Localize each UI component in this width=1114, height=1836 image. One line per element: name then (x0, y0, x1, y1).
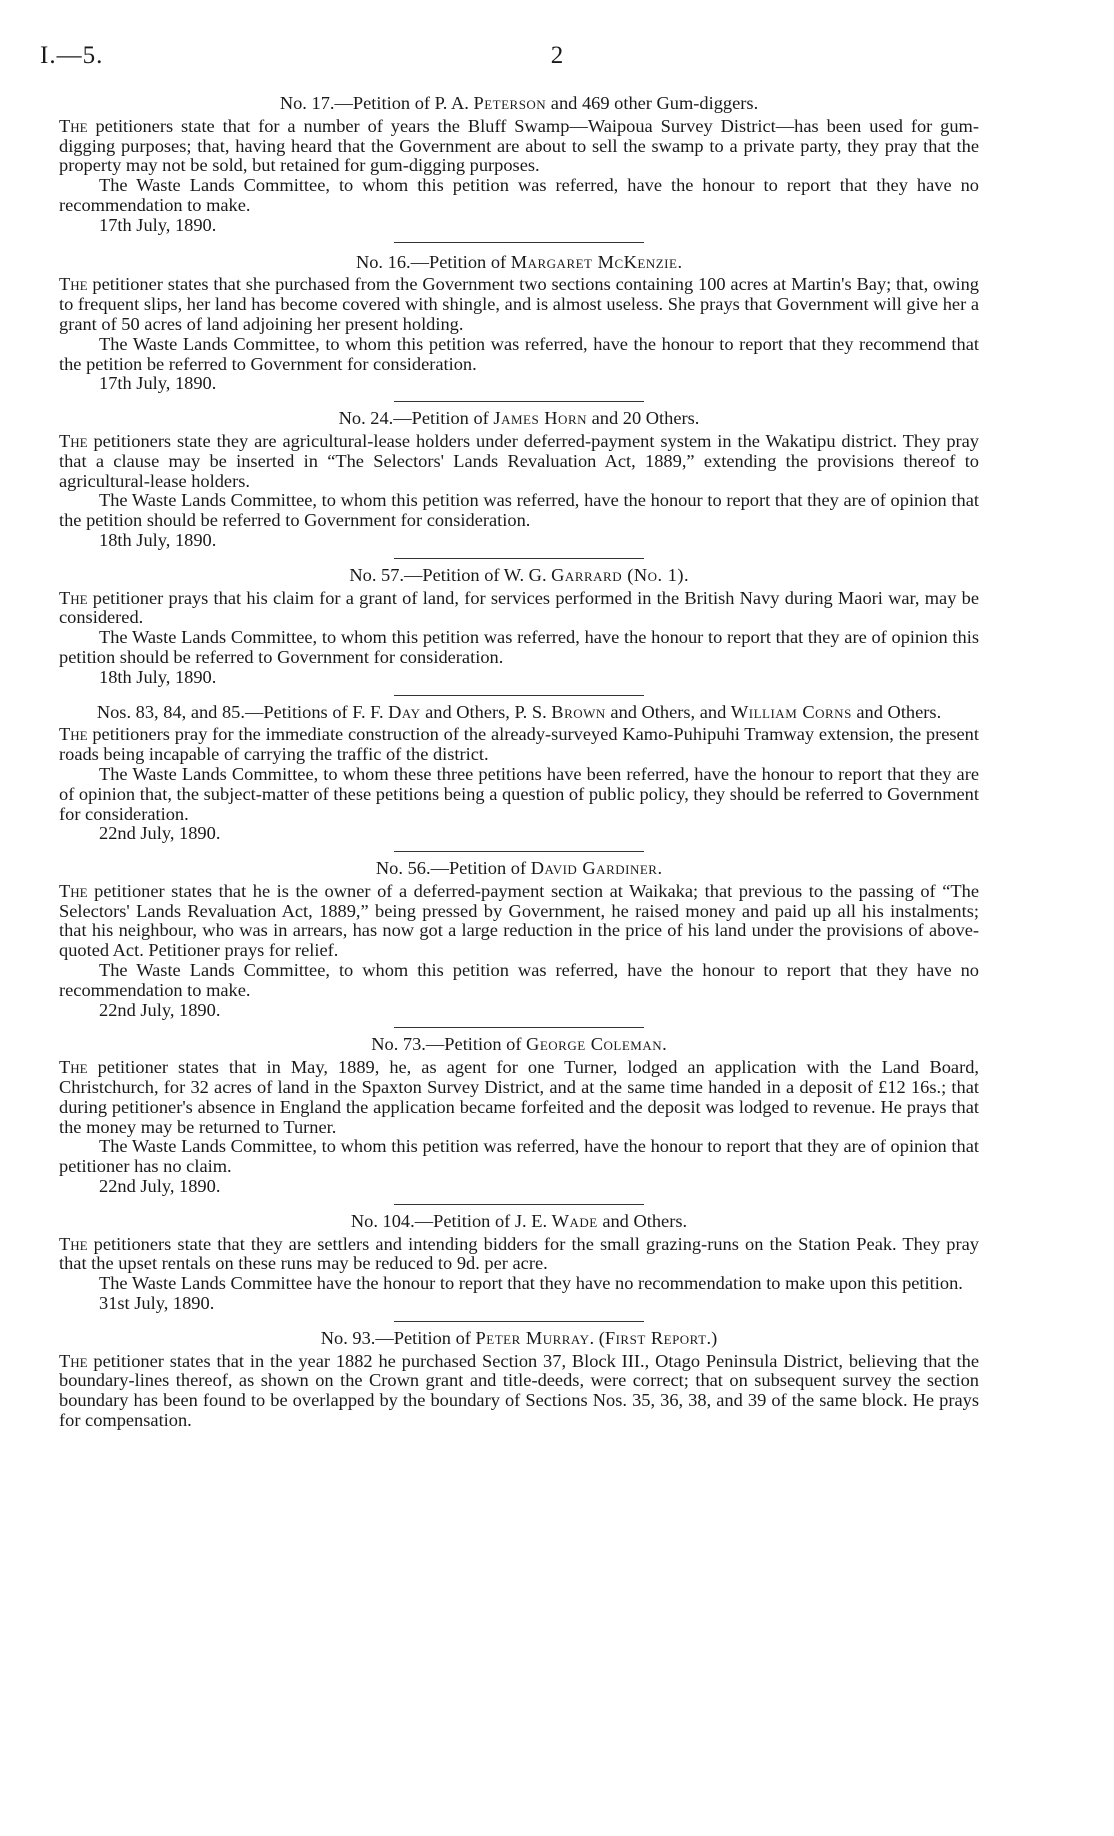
petitioner-name: George Coleman (526, 1034, 663, 1055)
report-date: 18th July, 1890. (99, 666, 217, 687)
report-date: 17th July, 1890. (99, 373, 217, 394)
petitioner-name: Brown (551, 701, 606, 722)
report-date: 22nd July, 1890. (99, 1176, 221, 1197)
petition-entry (59, 1035, 979, 1196)
section-divider (394, 558, 644, 559)
committee-report: The Waste Lands Committee, to whom this petition was referred, have the honour to report that they recommend that the petition be referred to Government for consideration. (59, 333, 979, 374)
page-reference: I.—5. (40, 42, 104, 69)
petition-entry (59, 253, 979, 395)
petition-title: Nos. 83, 84, and 85.—Petitions of F. F. Day and Others, P. S. Brown and Others, and William Corns and Others. (96, 701, 942, 722)
petition-title: No. 24.—Petition of James Horn and 20 Others. (338, 408, 700, 429)
petition-title: No. 104.—Petition of J. E. Wade and Others. (350, 1210, 688, 1231)
section-divider (394, 1204, 644, 1205)
report-date: 22nd July, 1890. (99, 823, 221, 844)
committee-report: The Waste Lands Committee, to whom these three petitions have been referred, have the honour to report that they are of opinion that, the subject-matter of these petitions being a question of public policy, they should be referred to Government for consideration. (59, 763, 979, 824)
petitioner-name: Peter Murray (475, 1327, 590, 1348)
petition-entry (59, 409, 979, 551)
petition-entry (59, 1212, 979, 1314)
petitioner-name: Wade (551, 1210, 598, 1231)
committee-report: The Waste Lands Committee, to whom this petition was referred, have the honour to report that they have no recommendation to make. (59, 175, 979, 215)
petition-text: The petitioner prays that his claim for a grant of land, for services performed in the British Navy during Maori war, may be considered. (59, 587, 979, 628)
petition-entry (59, 703, 979, 845)
page-header (40, 42, 1074, 72)
committee-report: The Waste Lands Committee, to whom this petition was referred, have the honour to report that they are of opinion that petitioner has no claim. (59, 1136, 979, 1177)
petition-text: The petitioner states that he is the owner of a deferred-payment section at Waikaka; that previous to the passing of “The Selectors' Lands Revaluation Act, 1889,” being pressed by Government, he raised money and paid up all his instalments; that his neighbour, who was in arrears, has now got a large reduction in the price of his land under the provisions of above-quoted Act. Petitioner prays for relief. (59, 880, 979, 961)
petitioner-name: James Horn (493, 408, 588, 429)
petition-text: The petitioners state that they are settlers and intending bidders for the small grazing-runs on the Station Peak. They pray that the upset rentals on these runs may be reduced to 9d. per acre. (59, 1233, 979, 1274)
report-label: First Report (604, 1327, 707, 1348)
report-date: 22nd July, 1890. (99, 999, 221, 1020)
section-divider (394, 851, 644, 852)
petition-text: The petitioner states that in May, 1889, he, as agent for one Turner, lodged an application with the Land Board, Christchurch, for 32 acres of land in the Spaxton Survey District, and at the same time handed in a deposit of £12 16s.; that during petitioner's absence in England the application became forfeited and the deposit was lodged to revenue. He prays that the money may be returned to Turner. (59, 1057, 979, 1137)
committee-report: The Waste Lands Committee, to whom this petition was referred, have the honour to report that they are of opinion this petition should be referred to Government for consideration. (59, 627, 979, 667)
petition-title: No. 17.—Petition of P. A. Peterson and 469 other Gum-diggers. (279, 93, 759, 113)
section-divider (394, 1027, 644, 1028)
petitioner-name: David Gardiner (530, 858, 658, 879)
petitioner-name: Peterson (473, 93, 547, 113)
section-divider (394, 1321, 644, 1322)
report-date: 17th July, 1890. (99, 214, 217, 235)
page-number: 2 (550, 42, 564, 69)
petition-entry (59, 94, 979, 236)
section-divider (394, 242, 644, 243)
petitioner-name: Day (388, 701, 421, 722)
section-divider (394, 695, 644, 696)
petition-title: No. 56.—Petition of David Gardiner. (375, 858, 663, 879)
committee-report: The Waste Lands Committee, to whom this petition was referred, have the honour to report that they are of opinion that the petition should be referred to Government for consideration. (59, 490, 979, 531)
petition-entry (59, 566, 979, 688)
petition-title: No. 93.—Petition of Peter Murray. (First Report.) (320, 1327, 718, 1348)
petitioner-name: Garrard (No. 1) (551, 564, 685, 585)
petition-text: The petitioner states that she purchased from the Government two sections containing 100 acres at Martin's Bay; that, owing to frequent slips, her land has become covered with shingle, and is almost useless. She prays that Government will give her a grant of 50 acres of land adjoining her present holding. (59, 274, 979, 334)
document-body (59, 94, 979, 1431)
report-date: 18th July, 1890. (99, 529, 217, 550)
committee-report: The Waste Lands Committee, to whom this petition was referred, have the honour to report that they have no recommendation to make. (59, 960, 979, 1000)
petition-title: No. 73.—Petition of George Coleman. (371, 1034, 667, 1055)
petitioner-name: William Corns (730, 701, 852, 722)
petitioner-name: Margaret McKenzie (510, 251, 678, 272)
petition-text: The petitioners pray for the immediate construction of the already-surveyed Kamo-Puhipuhi Tramway extension, the present roads being incapable of carrying the traffic of the district. (59, 724, 979, 765)
petition-title: No. 57.—Petition of W. G. Garrard (No. 1). (349, 564, 689, 585)
committee-report: The Waste Lands Committee have the honour to report that they have no recommendation to make upon this petition. (99, 1273, 963, 1294)
petition-entry (59, 859, 979, 1020)
petition-entry (59, 1329, 979, 1431)
report-date: 31st July, 1890. (99, 1293, 215, 1314)
petition-title: No. 16.—Petition of Margaret McKenzie. (355, 251, 683, 272)
section-divider (394, 401, 644, 402)
petition-text: The petitioners state that for a number of years the Bluff Swamp—Waipoua Survey District—has been used for gum-digging purposes; that, having heard that the Government are about to sell the swamp to a private party, they pray that the property may not be sold, but retained for gum-digging purposes. (59, 115, 979, 176)
petition-text: The petitioners state they are agricultural-lease holders under deferred-payment system in the Wakatipu district. They pray that a clause may be inserted in “The Selectors' Lands Revaluation Act, 1889,” extending the provisions thereof to agricultural-lease holders. (59, 430, 979, 491)
petition-text: The petitioner states that in the year 1882 he purchased Section 37, Block III., Otago Peninsula District, believing that the boundary-lines thereof, as shown on the Crown grant and title-deeds, were correct; that on subsequent survey the section boundary has been found to be overlapped by the boundary of Sections Nos. 35, 36, 38, and 39 of the same block. He prays for compensation. (59, 1350, 979, 1431)
